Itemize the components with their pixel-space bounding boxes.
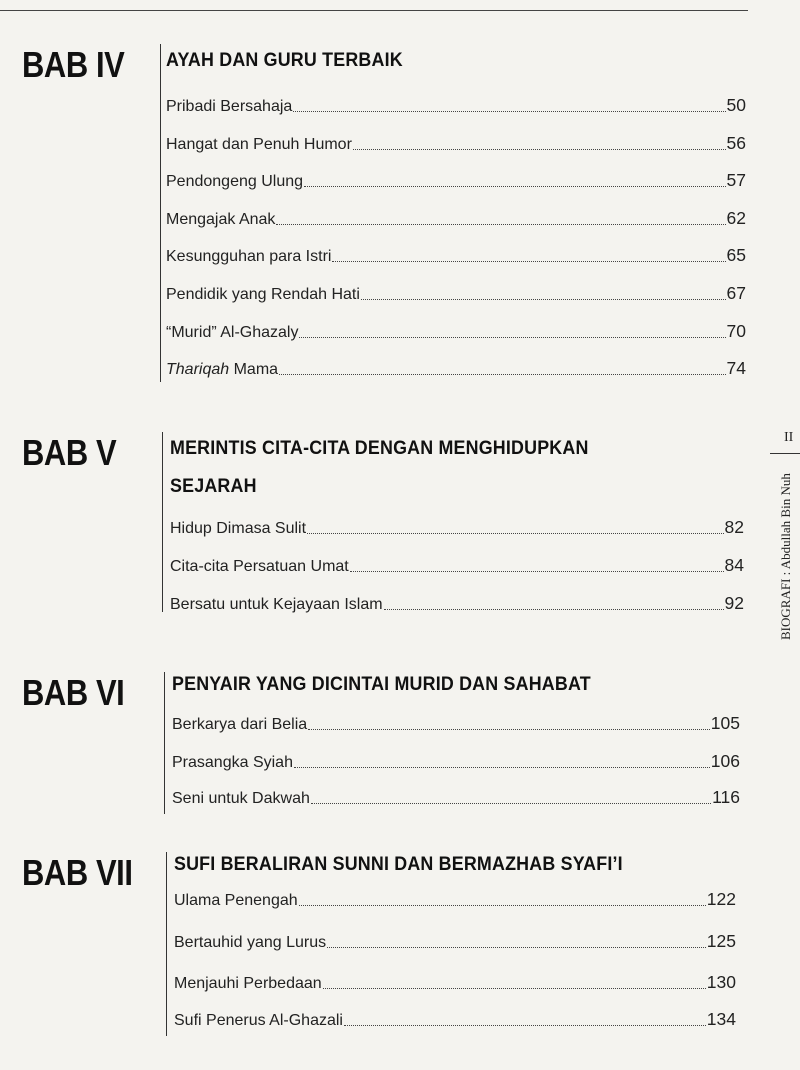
entry-label: Pendidik yang Rendah Hati <box>166 286 360 303</box>
chapter-number: BAB IV <box>22 44 125 85</box>
dot-leader <box>323 988 706 989</box>
entry-label: Ulama Penengah <box>174 892 298 909</box>
entry-page: 92 <box>724 593 744 613</box>
dot-leader <box>307 533 723 534</box>
dot-leader <box>308 729 710 730</box>
entry-label: Hidup Dimasa Sulit <box>170 520 307 537</box>
entry-label: Bertauhid yang Lurus <box>174 934 327 951</box>
entry-page: 116 <box>712 787 740 807</box>
chapter-number: BAB VII <box>22 852 133 893</box>
toc-entry[interactable] <box>172 786 740 808</box>
toc-entry[interactable] <box>166 244 746 266</box>
dot-leader <box>304 186 726 187</box>
entry-page: 56 <box>726 133 746 153</box>
dot-leader <box>350 571 724 572</box>
entry-label: Sufi Penerus Al-Ghazali <box>174 1012 343 1029</box>
entry-page: 67 <box>726 283 746 303</box>
chapter-title: PENYAIR YANG DICINTAI MURID DAN SAHABAT <box>172 674 591 695</box>
toc-entry[interactable] <box>174 1008 736 1030</box>
entry-page: 62 <box>726 208 746 228</box>
dot-leader <box>384 609 724 610</box>
entry-label: Mengajak Anak <box>166 211 276 228</box>
entry-page: 105 <box>710 713 740 733</box>
dot-leader <box>293 111 725 112</box>
dot-leader <box>276 224 725 225</box>
entry-label: Seni untuk Dakwah <box>172 790 310 807</box>
chapter-title: SUFI BERALIRAN SUNNI DAN BERMAZHAB SYAFI’I <box>174 854 623 875</box>
toc-entry[interactable] <box>172 750 740 772</box>
dot-leader <box>327 947 706 948</box>
toc-entry[interactable] <box>170 516 744 538</box>
entry-page: 74 <box>726 358 746 378</box>
toc-entry[interactable] <box>166 94 746 116</box>
entry-page: 122 <box>706 889 736 909</box>
dot-leader <box>344 1025 706 1026</box>
toc-entry[interactable] <box>166 320 746 342</box>
entry-label: “Murid” Al-Ghazaly <box>166 324 299 341</box>
entry-label: Pribadi Bersahaja <box>166 98 293 115</box>
toc-entry[interactable] <box>174 888 736 910</box>
toc-entry[interactable] <box>166 169 746 191</box>
running-title: BIOGRAFI : Abdullah Bin Nuh <box>778 473 793 640</box>
dot-leader <box>332 261 725 262</box>
toc-entry[interactable] <box>174 930 736 952</box>
chapter-number: BAB VI <box>22 672 125 713</box>
toc-entry[interactable] <box>166 357 746 379</box>
chapter-title: AYAH DAN GURU TERBAIK <box>166 50 403 71</box>
dot-leader <box>279 374 725 375</box>
chapter-divider-line <box>164 672 165 814</box>
chapter-title: MERINTIS CITA-CITA DENGAN MENGHIDUPKAN <box>170 438 589 459</box>
toc-entry[interactable] <box>166 282 746 304</box>
entry-page: 50 <box>726 95 746 115</box>
entry-page: 134 <box>706 1009 736 1029</box>
entry-page: 84 <box>724 555 744 575</box>
entry-page: 65 <box>726 245 746 265</box>
entry-label <box>166 361 278 379</box>
entry-page: 130 <box>706 972 736 992</box>
entry-label: Bersatu untuk Kejayaan Islam <box>170 596 383 613</box>
toc-entry[interactable] <box>172 712 740 734</box>
entry-page: 70 <box>726 321 746 341</box>
dot-leader <box>353 149 726 150</box>
toc-entry[interactable] <box>166 207 746 229</box>
entry-label: Kesungguhan para Istri <box>166 248 332 265</box>
dot-leader <box>311 803 711 804</box>
entry-page: 125 <box>706 931 736 951</box>
entry-page: 57 <box>726 170 746 190</box>
entry-label: Berkarya dari Belia <box>172 716 308 733</box>
chapter-title-line-2: SEJARAH <box>170 476 257 497</box>
entry-label: Prasangka Syiah <box>172 754 293 771</box>
toc-entry[interactable] <box>170 592 744 614</box>
top-rule <box>0 10 748 11</box>
page-number: II <box>784 430 794 445</box>
toc-entry[interactable] <box>170 554 744 576</box>
side-running-header <box>770 430 800 640</box>
dot-leader <box>361 299 726 300</box>
entry-label: Pendongeng Ulung <box>166 173 304 190</box>
dot-leader <box>299 337 725 338</box>
chapter-divider-line <box>160 44 161 382</box>
entry-page: 106 <box>710 751 740 771</box>
entry-label: Cita-cita Persatuan Umat <box>170 558 349 575</box>
entry-label-italic: Thariqah <box>166 361 230 378</box>
entry-label: Menjauhi Perbedaan <box>174 975 322 992</box>
entry-page: 82 <box>724 517 744 537</box>
toc-entry[interactable] <box>166 132 746 154</box>
chapter-divider-line <box>162 432 163 612</box>
dot-leader <box>294 767 710 768</box>
chapter-divider-line <box>166 852 167 1036</box>
toc-entry[interactable] <box>174 971 736 993</box>
entry-label: Hangat dan Penuh Humor <box>166 136 352 153</box>
chapter-number: BAB V <box>22 432 117 473</box>
entry-label-rest: Mama <box>229 361 279 378</box>
dot-leader <box>299 905 706 906</box>
